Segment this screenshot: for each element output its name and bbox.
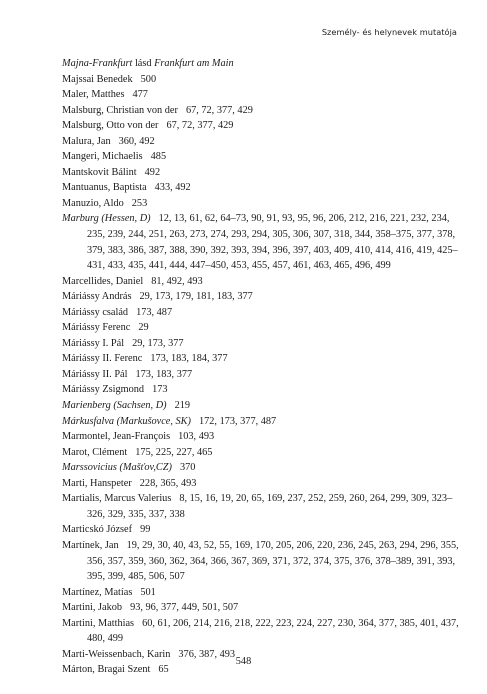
index-page-refs: 253	[131, 197, 148, 209]
index-page-refs: 500	[140, 73, 157, 85]
index-page-refs: 172, 173, 377, 487	[198, 415, 277, 427]
index-entry	[62, 600, 467, 616]
index-page-refs: 376, 387, 493	[178, 648, 236, 660]
index-term: Márton, Bragai Szent	[62, 664, 151, 676]
index-entry	[62, 118, 467, 134]
index-entry	[62, 382, 467, 398]
index-page-refs: 219	[174, 400, 191, 412]
index-entry	[62, 72, 467, 88]
index-term: Máriássy II. Ferenc	[62, 353, 143, 365]
index-entry	[62, 351, 467, 367]
index-entry	[62, 320, 467, 336]
index-entry	[62, 367, 467, 383]
index-entry	[62, 149, 467, 165]
index-entry	[62, 616, 467, 647]
index-entry	[62, 522, 467, 538]
index-term: Mantuanus, Baptista	[62, 182, 147, 194]
index-term: Malura, Jan	[62, 135, 111, 147]
index-term: Máriássy András	[62, 291, 132, 303]
index-page-refs: 173, 487	[136, 306, 173, 318]
index-see-reference: lásd Frankfurt am Main	[134, 58, 234, 69]
index-page-refs: 19, 29, 30, 40, 43, 52, 55, 169, 170, 205, 206, 220, 236, 245, 263, 294, 296, 355, 356, 357, 359, 360, 362, 364, 366, 367, 369, 371, 372, 374, 375, 376, 378–389, 391, 393, 395, 399, 485, 506, 507	[87, 539, 459, 583]
index-page-refs: 65	[158, 664, 169, 676]
index-page-refs: 67, 72, 377, 429	[166, 120, 234, 132]
index-term: Marot, Clément	[62, 446, 128, 458]
index-page-refs: 103, 493	[178, 431, 215, 443]
index-page-refs: 173, 183, 377	[135, 368, 193, 380]
index-entry	[62, 429, 467, 445]
index-list	[62, 56, 467, 678]
index-entry	[62, 445, 467, 461]
index-term: Manuzio, Aldo	[62, 197, 124, 209]
index-page-refs: 433, 492	[154, 182, 191, 194]
index-term: Majna-Frankfurt	[62, 58, 133, 69]
index-term: Martialis, Marcus Valerius	[62, 493, 172, 505]
index-term: Máriássy I. Pál	[62, 337, 125, 349]
running-head-title: Személy- és helynevek mutatója	[321, 27, 457, 37]
index-term: Marticskó József	[62, 524, 133, 536]
index-page-refs: 29, 173, 179, 181, 183, 377	[139, 291, 253, 303]
page-number: 548	[235, 656, 252, 667]
index-term: Marti, Hanspeter	[62, 477, 132, 489]
index-page-refs: 501	[140, 586, 156, 598]
index-term: Martínek, Jan	[62, 539, 119, 551]
index-page-refs: 485	[150, 151, 167, 163]
index-entry	[62, 180, 467, 196]
index-page-refs: 29, 173, 377	[132, 337, 184, 349]
index-entry	[62, 103, 467, 119]
index-page-refs: 67, 72, 377, 429	[185, 104, 253, 116]
index-term: Malsburg, Christian von der	[62, 104, 178, 116]
index-entry	[62, 196, 467, 212]
index-term: Malsburg, Otto von der	[62, 120, 159, 132]
index-entry	[62, 56, 467, 72]
index-term: Maler, Matthes	[62, 89, 125, 101]
index-page-refs: 8, 15, 16, 19, 20, 65, 169, 237, 252, 259, 260, 264, 299, 309, 323–326, 329, 335, 337, 338	[87, 493, 453, 520]
index-term: Martini, Jakob	[62, 602, 123, 614]
index-entry	[62, 585, 467, 601]
index-page-refs: 228, 365, 493	[139, 477, 197, 489]
index-page-refs: 93, 96, 377, 449, 501, 507	[130, 602, 239, 614]
index-term: Mangeri, Michaelis	[62, 151, 143, 163]
index-entry	[62, 274, 467, 290]
index-page-refs: 492	[144, 166, 161, 178]
index-term: Máriássy család	[62, 306, 129, 318]
index-term: Márkusfalva (Markušovce, SK)	[62, 415, 191, 427]
index-term: Marienberg (Sachsen, D)	[62, 400, 167, 412]
index-term: Marti-Weissenbach, Karin	[62, 648, 171, 660]
index-entry	[62, 414, 467, 430]
index-term: Mantskovit Bálint	[62, 166, 137, 178]
index-term: Marmontel, Jean-François	[62, 431, 171, 443]
index-entry	[62, 476, 467, 492]
index-term: Martínez, Matías	[62, 586, 133, 598]
index-page-refs: 60, 61, 206, 214, 216, 218, 222, 223, 224, 227, 230, 364, 377, 385, 401, 437, 480, 499	[87, 617, 459, 645]
index-term: Martini, Matthias	[62, 617, 135, 629]
index-entry	[62, 134, 467, 150]
index-entry	[62, 289, 467, 305]
index-entry	[62, 211, 467, 273]
index-term: Marburg (Hessen, D)	[62, 213, 151, 225]
index-entry	[62, 305, 467, 321]
index-entry	[62, 165, 467, 181]
index-page-refs: 81, 492, 493	[151, 275, 203, 287]
index-term: Marcellides, Daniel	[62, 275, 144, 287]
index-entry	[62, 538, 467, 585]
index-entry	[62, 336, 467, 352]
index-term: Máriássy Ferenc	[62, 322, 131, 334]
index-page-refs: 99	[140, 524, 151, 536]
index-term: Máriássy Zsigmond	[62, 384, 145, 396]
index-page-refs: 175, 225, 227, 465	[135, 446, 213, 458]
index-term: Máriássy II. Pál	[62, 368, 128, 380]
index-page-refs: 477	[132, 89, 148, 101]
index-page-refs: 29	[138, 322, 149, 334]
index-page-refs: 173	[152, 384, 168, 396]
index-entry	[62, 491, 467, 522]
index-page-refs: 370	[179, 462, 196, 474]
index-entry	[62, 460, 467, 476]
index-page-refs: 173, 183, 184, 377	[150, 353, 228, 365]
index-entry	[62, 87, 467, 103]
index-entry	[62, 398, 467, 414]
index-page-refs: 360, 492	[118, 135, 155, 147]
index-term: Marssovicius (Mašťov,CZ)	[62, 462, 172, 474]
index-term: Majssai Benedek	[62, 73, 133, 85]
index-page-refs: 12, 13, 61, 62, 64–73, 90, 91, 93, 95, 96, 206, 212, 216, 221, 232, 234, 235, 239, 244, 251, 263, 273, 274, 293, 294, 305, 306, 307, 318, 344, 358–375, 377, 378, 379, 383, 386, 387, 388, 390, 392, 393, 394, 396, 397, 403, 409, 410, 414, 416, 419, 425–431, 433, 435, 441, 444, 447–450, 453, 455, 457, 461, 463, 465, 496, 499	[87, 213, 458, 272]
